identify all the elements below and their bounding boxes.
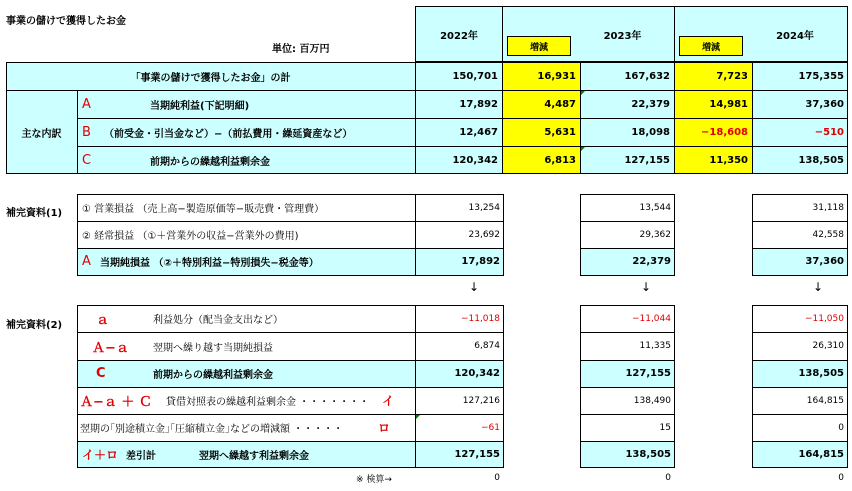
supp2-row-c-letter: C <box>96 366 106 381</box>
supp2-row-a-letter: ａ <box>96 313 110 328</box>
supp1-row3-2024: 37,360 <box>805 256 844 267</box>
unit-label: 単位: 百万円 <box>272 43 330 55</box>
supp2-row-aa-2024: 26,310 <box>812 341 844 351</box>
total-change-2023: 16,931 <box>537 70 576 82</box>
supp1-row2-2024: 42,558 <box>812 229 844 240</box>
row-b-change-2024: −18,608 <box>701 126 748 138</box>
row-b-letter: B <box>82 124 91 140</box>
supp1-row2-2023: 29,362 <box>639 229 671 240</box>
supp1-row1-2024: 31,118 <box>812 202 844 213</box>
supp1-row3-letter: A <box>82 254 91 269</box>
supp1-row1-2022: 13,254 <box>468 202 500 213</box>
supp2-row-total-label: 差引計 <box>126 450 156 462</box>
supp1-row2-label: ② 経常損益 （①＋営業外の収益−営業外の費用) <box>82 231 299 242</box>
row-b-2024: −510 <box>814 126 844 138</box>
row-b-label: （前受金・引当金など）−（前払費用・繰延資産など） <box>104 128 353 140</box>
row-a-2023: 22,379 <box>631 98 670 110</box>
supp2-row-aac-2023: 138,490 <box>633 395 671 406</box>
supp2-row-aac-2024: 164,815 <box>806 395 844 406</box>
down-arrow-icon: ↓ <box>640 280 652 294</box>
check-2022: 0 <box>494 473 500 483</box>
row-b-2023: 18,098 <box>631 126 670 138</box>
check-label: ※ 検算→ <box>356 474 392 485</box>
supp1-row1-label: ① 営業損益 （売上高−製造原価等−販売費・管理費） <box>82 204 325 215</box>
row-c-2023: 127,155 <box>624 154 670 166</box>
page-title: 事業の儲けで獲得したお金 <box>6 15 126 27</box>
year-header-2024: 増減 2024年 <box>674 6 848 62</box>
row-c-change-2023: 6,813 <box>544 154 576 166</box>
supp1-row3-label: 当期純損益 （②＋特別利益−特別損失−税金等） <box>100 258 319 269</box>
breakdown-group-label: 主な内訳 <box>21 128 62 140</box>
total-2023: 167,632 <box>624 70 670 82</box>
supp2-row-total-2023: 138,505 <box>625 448 671 460</box>
down-arrow-icon: ↓ <box>812 280 824 294</box>
check-2024: 0 <box>838 473 844 483</box>
supp1-row2-2022: 23,692 <box>468 229 500 240</box>
supp2-row-aa-label: 翌期へ繰り越す当期純損益 <box>153 342 273 354</box>
supp2-row-a-label: 利益処分（配当金支出など） <box>153 315 283 326</box>
row-b-change-2023: 5,631 <box>544 126 576 138</box>
supp2-row-ro-label: 翌期の｢別途積立金｣｢圧縮積立金｣などの増減額 ・・・・・ <box>80 424 344 435</box>
supp2-label: 補完資料(2) <box>6 319 63 331</box>
year-header-2022: 2022年 <box>415 6 503 62</box>
row-c-change-2024: 11,350 <box>709 154 748 166</box>
row-a-2024: 37,360 <box>805 98 844 110</box>
row-c-2024: 138,505 <box>798 154 844 166</box>
supp2-row-a-2023: −11,044 <box>631 313 671 324</box>
supp2-row-ro-2024: 0 <box>838 422 844 433</box>
supp2-row-aa-letter: Ａ−ａ <box>92 340 129 356</box>
supp1-row1-2023: 13,544 <box>639 202 671 213</box>
supp1-label: 補完資料(1) <box>6 207 63 219</box>
supp2-row-aac-tag: イ <box>382 394 395 408</box>
supp1-row3-2022: 17,892 <box>461 256 500 267</box>
supp2-row-c-label: 前期からの繰越利益剰余金 <box>153 370 273 381</box>
total-change-2024: 7,723 <box>716 70 748 82</box>
supp2-row-aa-2023: 11,335 <box>639 341 671 351</box>
supp2-row-a-2024: −11,050 <box>804 313 844 324</box>
change-header-2023: 増減 <box>507 36 571 56</box>
row-a-change-2024: 14,981 <box>709 98 748 110</box>
supp2-row-total-2024: 164,815 <box>798 448 844 460</box>
row-a-label: 当期純利益(下記明細) <box>150 100 250 112</box>
row-c-2022: 120,342 <box>452 154 498 166</box>
supp2-row-a-2022: −11,018 <box>460 313 500 324</box>
row-c-letter: C <box>82 152 92 168</box>
row-a-change-2023: 4,487 <box>544 98 576 110</box>
supp1-row3-2023: 22,379 <box>632 256 671 267</box>
total-2022: 150,701 <box>452 70 498 82</box>
supp2-row-total-letter: イ＋ロ <box>82 447 119 462</box>
supp2-row-ro-tag: ロ <box>378 421 391 435</box>
supp2-row-ro-2023: 15 <box>659 422 671 433</box>
supp2-row-c-2023: 127,155 <box>625 368 671 379</box>
supp2-row-ro-2022: −61 <box>481 422 500 433</box>
supp2-row-aac-2022: 127,216 <box>462 395 500 406</box>
change-header-2024: 増減 <box>679 36 743 56</box>
supp2-row-aa-2022: 6,874 <box>474 341 500 351</box>
supp2-row-c-2024: 138,505 <box>798 368 844 379</box>
supp2-row-c-2022: 120,342 <box>454 368 500 379</box>
row-c-label: 前期からの繰越利益剰余金 <box>150 156 270 168</box>
supp2-row-aac-letter: Ａ−ａ ＋ Ｃ <box>80 395 152 410</box>
row-b-2022: 12,467 <box>459 126 498 138</box>
row-a-2022: 17,892 <box>459 98 498 110</box>
total-2024: 175,355 <box>798 70 844 82</box>
total-row-label: 「事業の儲けで獲得したお金」の計 <box>130 72 291 84</box>
year-header-2023: 増減 2023年 <box>502 6 675 62</box>
down-arrow-icon: ↓ <box>468 280 480 294</box>
supp2-row-total-label2: 翌期へ繰越す利益剰余金 <box>199 450 309 462</box>
row-a-letter: A <box>82 96 91 112</box>
supp2-row-total-2022: 127,155 <box>454 448 500 460</box>
check-2023: 0 <box>665 473 671 483</box>
supp2-row-aac-label: 貸借対照表の繰越利益剰余金 ・・・・・・・ <box>166 397 370 408</box>
